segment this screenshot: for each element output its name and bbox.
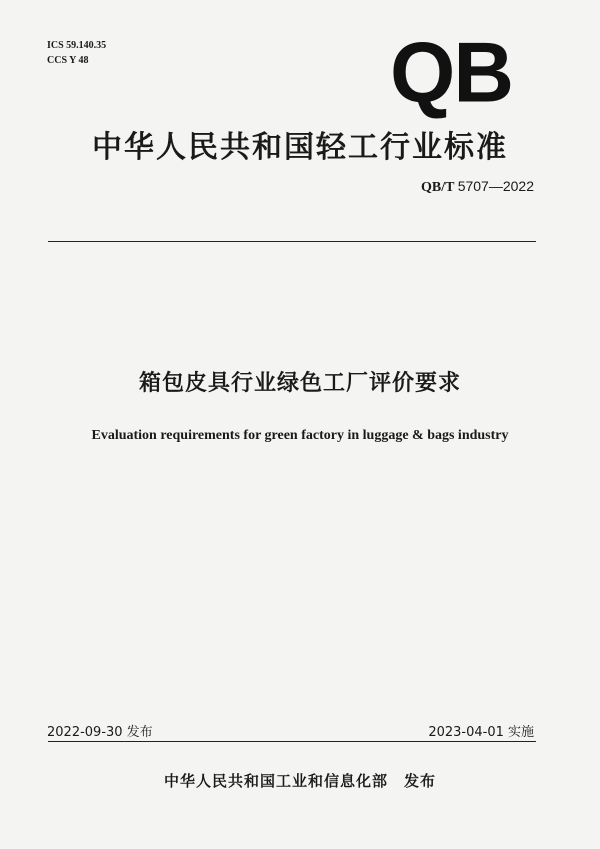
standard-category-title: 中华人民共和国轻工行业标准 xyxy=(92,130,508,165)
publisher-action: 发布 xyxy=(404,772,437,790)
issue-date: 2022-09-30 发布 xyxy=(47,725,153,740)
standard-number xyxy=(421,178,534,196)
publisher-line xyxy=(0,770,600,791)
ics-code: ICS 59.140.35 xyxy=(47,40,107,51)
qb-logo: QB xyxy=(390,24,512,120)
publisher-name: 中华人民共和国工业和信息化部 xyxy=(163,772,388,790)
classification-codes xyxy=(47,38,106,68)
implementation-date: 2023-04-01 实施 xyxy=(428,725,534,740)
document-title-cn: 箱包皮具行业绿色工厂评价要求 xyxy=(138,371,461,396)
document-title-en: Evaluation requirements for green factory in luggage & bags industry xyxy=(91,428,509,443)
ccs-code: CCS Y 48 xyxy=(47,55,89,66)
footer-divider xyxy=(48,741,536,742)
header-divider xyxy=(48,241,536,242)
standard-code-number: 5707—2022 xyxy=(457,178,534,194)
standard-code-prefix: QB/T xyxy=(421,180,455,195)
